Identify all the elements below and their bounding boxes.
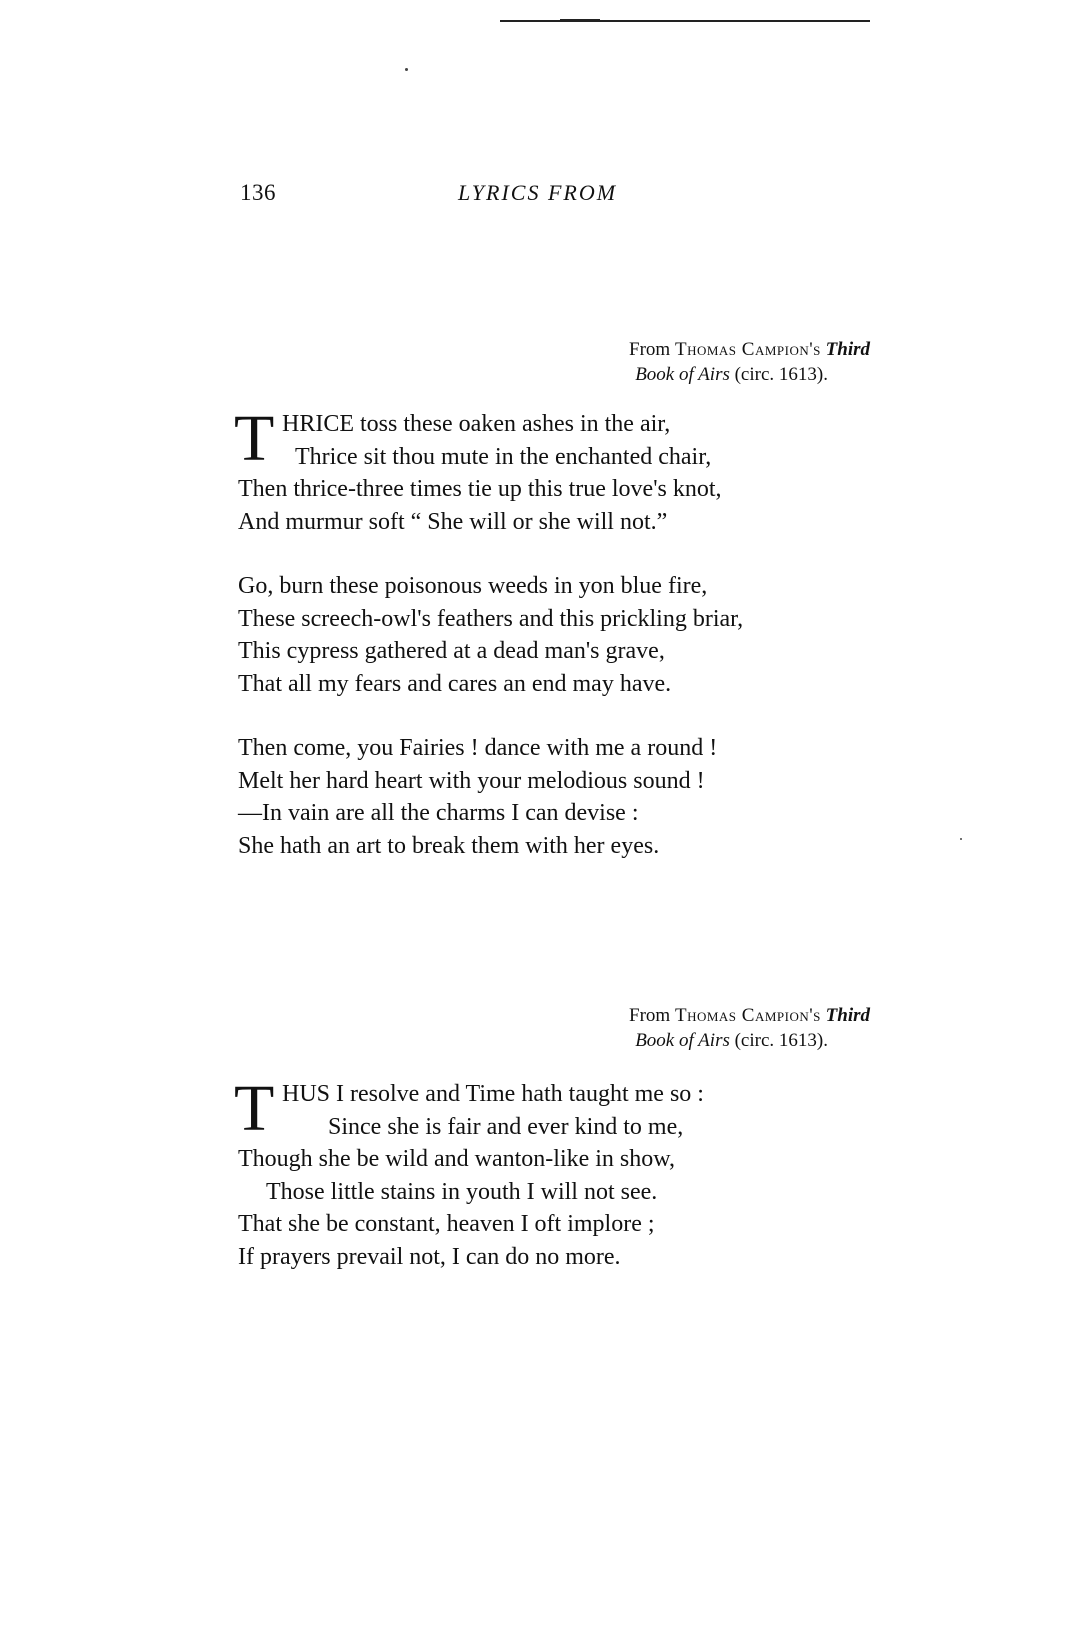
source-attribution: [500, 1003, 870, 1053]
source-title-part2: Book of Airs: [635, 1030, 730, 1051]
source-date: (circ. 1613).: [734, 364, 828, 385]
print-speck: [405, 68, 408, 71]
poem-line: If prayers prevail not, I can do no more.: [238, 1243, 621, 1270]
page-number: 136: [240, 180, 276, 205]
source-attribution: [500, 337, 870, 387]
poem-line: These screech-owl's feathers and this prickling briar,: [238, 605, 744, 632]
poem: [234, 1072, 878, 1273]
source-title-part1: Third: [825, 339, 870, 360]
poem-line: That she be constant, heaven I oft implore ;: [238, 1211, 655, 1237]
source-author: Thomas Campion's: [674, 1005, 821, 1026]
running-title: LYRICS FROM: [458, 180, 618, 205]
source-author: Thomas Campion's: [674, 339, 821, 360]
poem-line: Though she be wild and wanton-like in show,: [238, 1146, 676, 1172]
poem-line: Melt her hard heart with your melodious sound !: [238, 767, 705, 794]
poem-line: That all my fears and cares an end may have.: [238, 670, 672, 697]
poem-line: —In vain are all the charms I can devise :: [238, 800, 639, 826]
poem-line: HRICE toss these oaken ashes in the air,: [282, 411, 671, 437]
drop-cap: T: [234, 402, 275, 475]
poem-line: And murmur soft “ She will or she will not.”: [238, 508, 668, 535]
source-date: (circ. 1613).: [734, 1030, 828, 1051]
source-title-part2: Book of Airs: [635, 364, 730, 385]
print-speck: [960, 838, 962, 840]
poem-line: Then come, you Fairies ! dance with me a round !: [238, 735, 718, 761]
source-prefix: From: [629, 1005, 671, 1026]
poem-line: This cypress gathered at a dead man's grave,: [238, 638, 665, 664]
poem-line: She hath an art to break them with her eyes.: [238, 832, 660, 859]
poem-line: Since she is fair and ever kind to me,: [328, 1113, 684, 1140]
drop-cap: T: [234, 1072, 275, 1145]
top-rule: [500, 20, 870, 22]
poem-line: Go, burn these poisonous weeds in yon blue fire,: [238, 573, 708, 599]
poem: [234, 402, 878, 862]
poem-line: Those little stains in youth I will not see.: [266, 1178, 658, 1205]
source-title-part1: Third: [825, 1005, 870, 1026]
poem-line: HUS I resolve and Time hath taught me so :: [282, 1081, 704, 1107]
poem-line: Thrice sit thou mute in the enchanted chair,: [295, 443, 712, 470]
source-prefix: From: [629, 339, 671, 360]
poem-line: Then thrice-three times tie up this true love's knot,: [238, 476, 722, 502]
